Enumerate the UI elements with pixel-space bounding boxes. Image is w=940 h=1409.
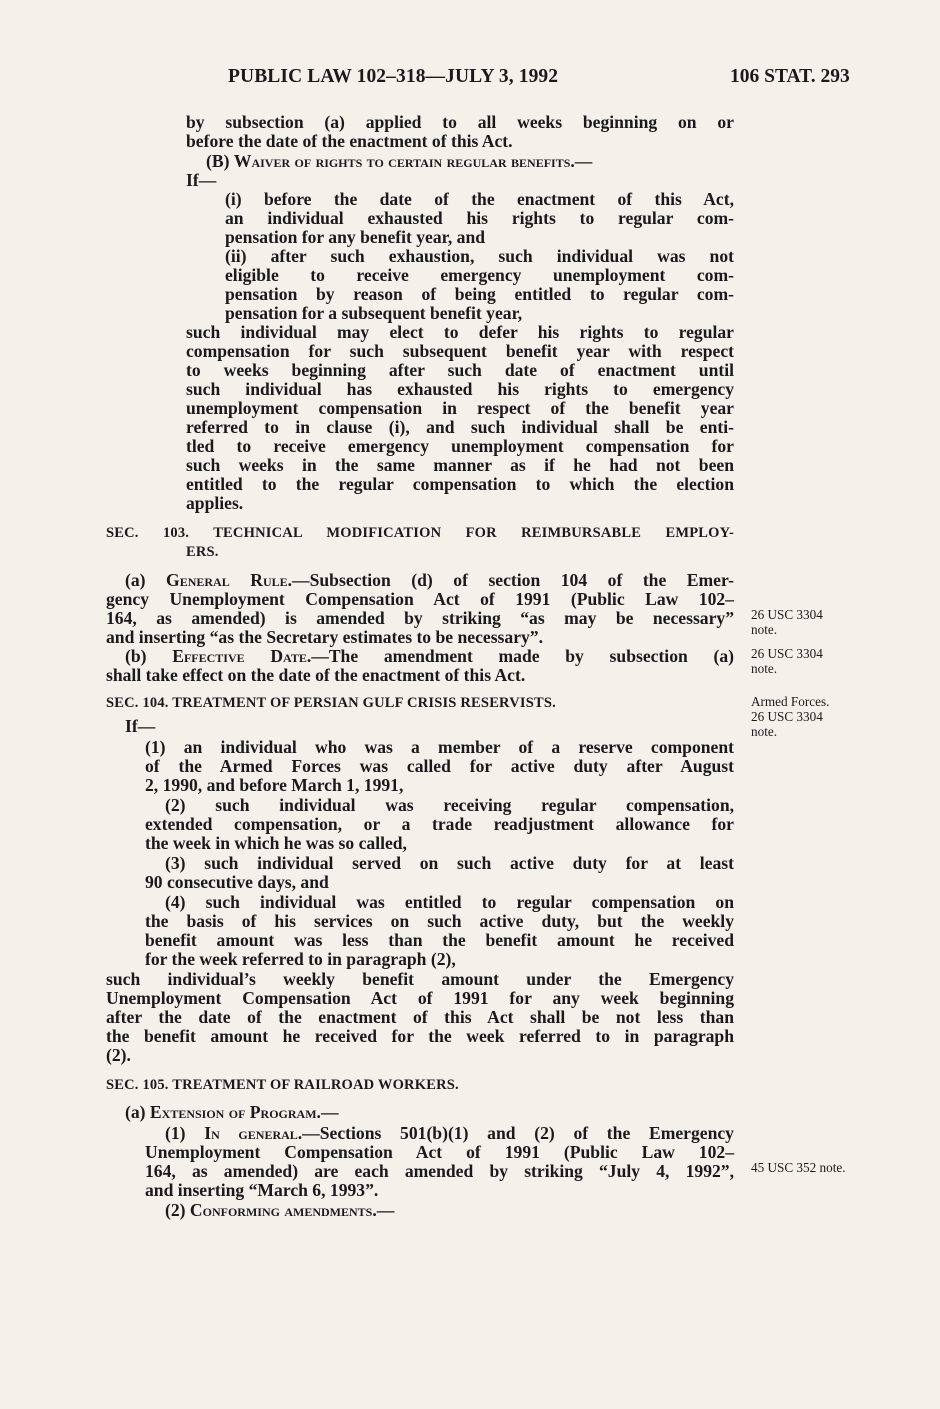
- text-line: (2) such individual was receiving regular compensation,: [165, 795, 734, 815]
- margin-note: 26 USC 3304: [751, 607, 823, 622]
- margin-note: 45 USC 352 note.: [751, 1160, 846, 1175]
- text-line: 2, 1990, and before March 1, 1991,: [145, 775, 404, 795]
- section-heading-105: SEC. 105. TREATMENT OF RAILROAD WORKERS.: [106, 1077, 459, 1093]
- section-heading-104: SEC. 104. TREATMENT OF PERSIAN GULF CRISIS RESERVISTS.: [106, 695, 556, 711]
- text-line: (1) an individual who was a member of a reserve component: [145, 737, 734, 757]
- text-line: If—: [125, 716, 156, 736]
- text-line: (3) such individual served on such active duty for at least: [165, 853, 734, 873]
- text-line: pensation by reason of being entitled to regular com-: [225, 284, 734, 304]
- text-line: (4) such individual was entitled to regular compensation on: [165, 892, 734, 912]
- text-line: pensation for a subsequent benefit year,: [225, 303, 523, 323]
- margin-note: note.: [751, 622, 778, 637]
- paragraph-heading: (1) In general.—Sections 501(b)(1) and (2) of the Emergency: [165, 1123, 734, 1143]
- text-line: (2).: [106, 1045, 131, 1065]
- text-line: such individual has exhausted his rights to emergency: [186, 379, 734, 399]
- text-line: Unemployment Compensation Act of 1991 for any week beginning: [106, 988, 734, 1008]
- text-line: applies.: [186, 493, 244, 513]
- text-line: such weeks in the same manner as if he had not been: [186, 455, 734, 475]
- paragraph-heading: (2) Conforming amendments.—: [165, 1200, 395, 1220]
- text-line: (i) before the date of the enactment of this Act,: [225, 189, 734, 209]
- text-line: for the week referred to in paragraph (2),: [145, 949, 456, 969]
- text-line: gency Unemployment Compensation Act of 1991 (Public Law 102–: [106, 589, 734, 609]
- margin-note: Armed Forces.: [751, 694, 830, 709]
- subsection-heading: (a) General Rule.—Subsection (d) of section 104 of the Emer-: [125, 570, 734, 590]
- text-line: 90 consecutive days, and: [145, 872, 329, 892]
- text-line: Unemployment Compensation Act of 1991 (Public Law 102–: [145, 1142, 734, 1162]
- text-line: before the date of the enactment of this Act.: [186, 131, 513, 151]
- text-line: 164, as amended) is amended by striking “as may be necessary”: [106, 608, 734, 628]
- text-line: such individual’s weekly benefit amount under the Emergency: [106, 969, 734, 989]
- margin-note: note.: [751, 724, 778, 739]
- text-line: benefit amount was less than the benefit amount he received: [145, 930, 734, 950]
- subsection-heading: (b) Effective Date.—The amendment made by subsection (a): [125, 646, 734, 666]
- section-heading-103: SEC. 103. TECHNICAL MODIFICATION FOR REIMBURSABLE EMPLOY-: [106, 525, 734, 541]
- text-line: after the date of the enactment of this Act shall be not less than: [106, 1007, 734, 1027]
- text-line: shall take effect on the date of the enactment of this Act.: [106, 665, 526, 685]
- text-line: (ii) after such exhaustion, such individual was not: [225, 246, 734, 266]
- section-heading-103-cont: ERS.: [186, 544, 219, 560]
- text-line: referred to in clause (i), and such individual shall be enti-: [186, 417, 734, 437]
- text-line: the week in which he was so called,: [145, 833, 407, 853]
- text-line: eligible to receive emergency unemployment com-: [225, 265, 734, 285]
- margin-note: 26 USC 3304: [751, 646, 823, 661]
- subparagraph-heading: (B) Waiver of rights to certain regular benefits.—: [206, 151, 593, 171]
- text-line: and inserting “March 6, 1993”.: [145, 1180, 379, 1200]
- text-line: 164, as amended) are each amended by striking “July 4, 1992”,: [145, 1161, 734, 1181]
- running-header-title: PUBLIC LAW 102–318—JULY 3, 1992: [228, 66, 559, 87]
- text-line: extended compensation, or a trade readjustment allowance for: [145, 814, 734, 834]
- text-line: If—: [186, 170, 217, 190]
- margin-note: 26 USC 3304: [751, 709, 823, 724]
- text-line: such individual may elect to defer his rights to regular: [186, 322, 734, 342]
- text-line: of the Armed Forces was called for active duty after August: [145, 756, 734, 776]
- text-line: the basis of his services on such active duty, but the weekly: [145, 911, 734, 931]
- text-line: unemployment compensation in respect of the benefit year: [186, 398, 734, 418]
- text-line: pensation for any benefit year, and: [225, 227, 486, 247]
- text-line: entitled to the regular compensation to which the election: [186, 474, 734, 494]
- text-line: an individual exhausted his rights to regular com-: [225, 208, 734, 228]
- running-header-page: 106 STAT. 293: [730, 66, 850, 87]
- text-line: by subsection (a) applied to all weeks beginning on or: [186, 112, 734, 132]
- text-line: the benefit amount he received for the week referred to in paragraph: [106, 1026, 734, 1046]
- subsection-heading: (a) Extension of Program.—: [125, 1102, 339, 1122]
- text-line: to weeks beginning after such date of enactment until: [186, 360, 734, 380]
- text-line: tled to receive emergency unemployment compensation for: [186, 436, 734, 456]
- text-line: and inserting “as the Secretary estimates to be necessary”.: [106, 627, 544, 647]
- text-line: compensation for such subsequent benefit year with respect: [186, 341, 734, 361]
- margin-note: note.: [751, 661, 778, 676]
